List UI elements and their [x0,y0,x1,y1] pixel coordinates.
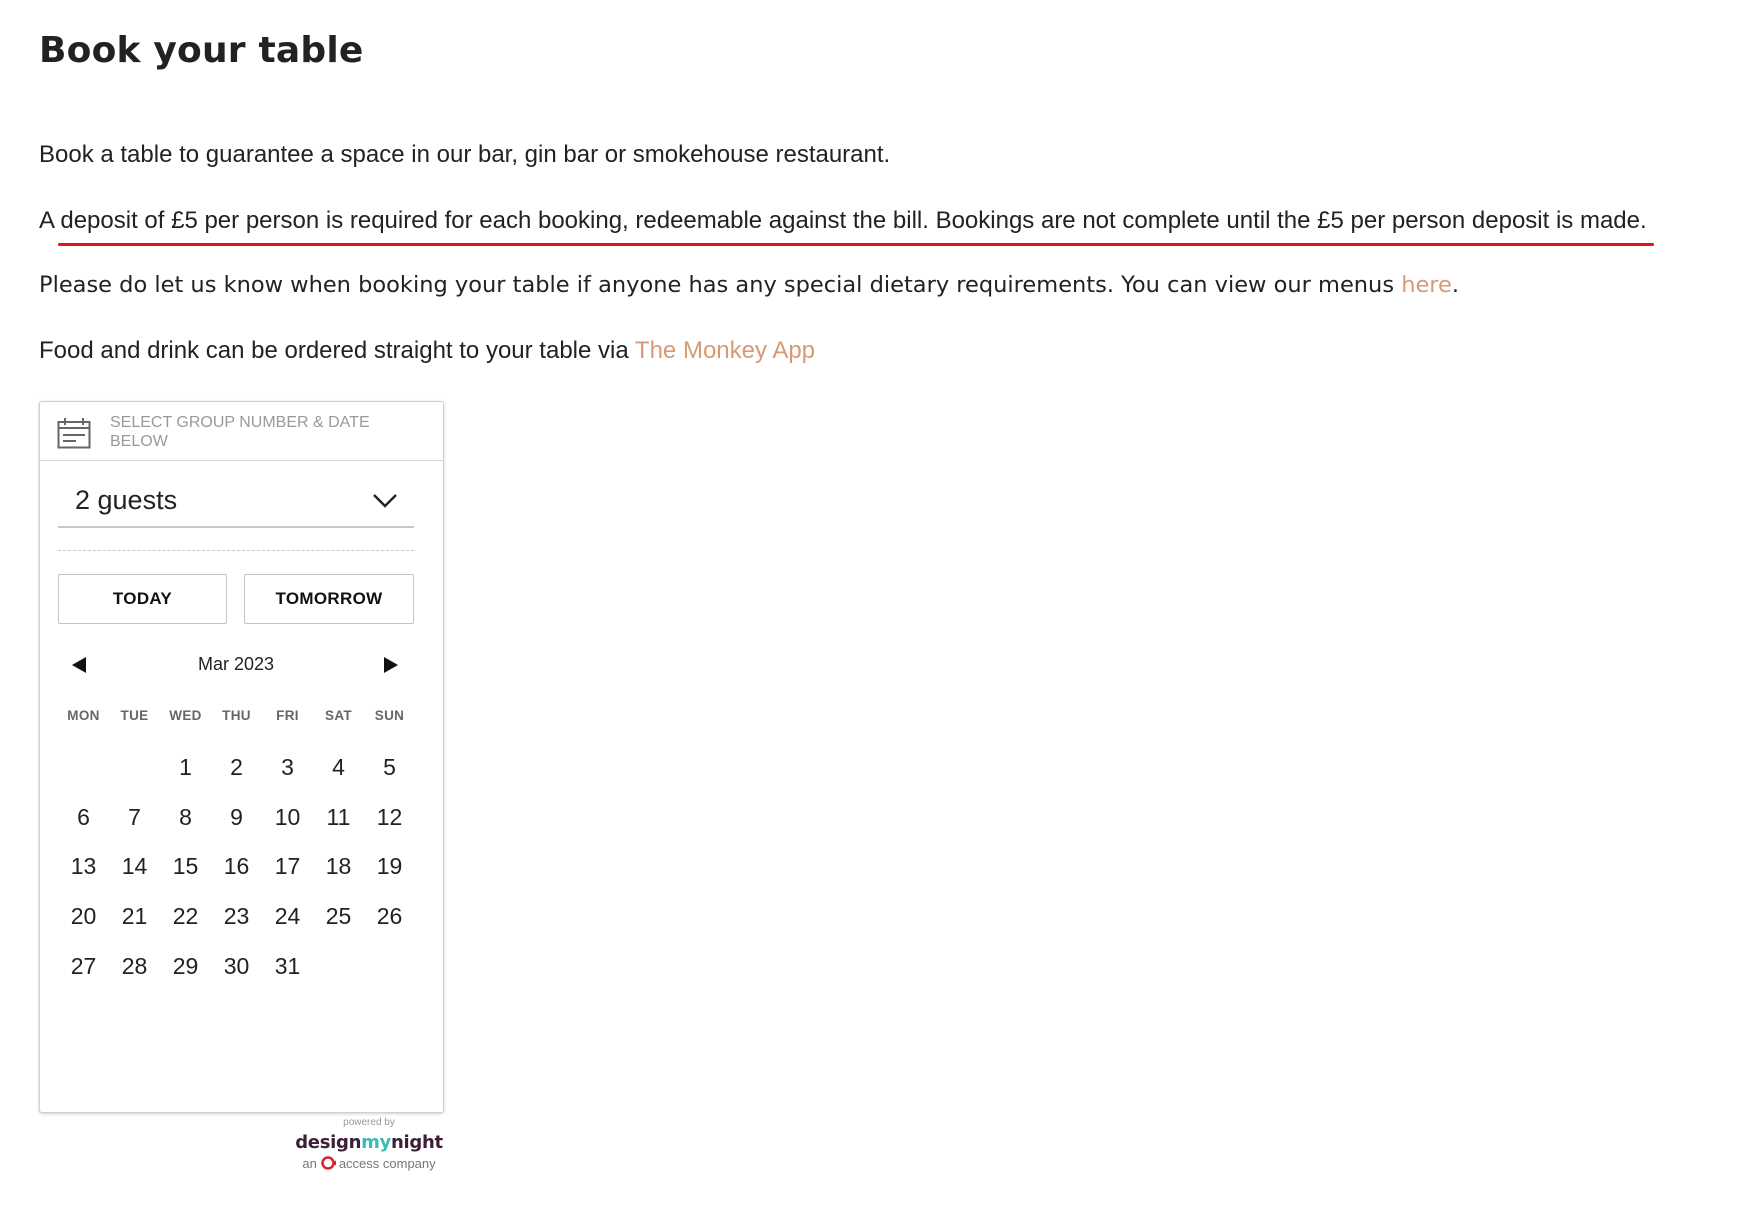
calendar-day[interactable]: 17 [274,853,301,880]
weekday-label: FRI [276,708,299,723]
dietary-paragraph [39,272,1459,298]
calendar-day[interactable]: 15 [172,853,199,880]
powered-by-text: powered by [343,1117,395,1128]
annotation-underline [58,243,1654,246]
weekday-label: MON [67,708,100,723]
calendar-day[interactable]: 29 [172,952,199,979]
calendar-day[interactable]: 4 [332,754,345,780]
calendar-blank [109,752,160,802]
calendar-day[interactable]: 1 [179,754,192,780]
calendar-day[interactable]: 31 [274,952,301,979]
access-prefix: an [302,1155,317,1171]
access-suffix: access company [338,1155,436,1171]
calendar-day[interactable]: 21 [121,903,148,930]
weekday-header [58,708,414,723]
page-title: Book your table [39,30,364,71]
calendar-day[interactable]: 8 [179,803,192,830]
weekday-label: TUE [120,708,149,723]
calendar-day[interactable]: 14 [121,853,148,880]
guests-value: 2 guests [75,485,178,515]
calendar-day[interactable]: 24 [274,903,301,930]
calendar-day[interactable]: 22 [172,903,199,930]
calendar-day[interactable]: 13 [70,853,97,880]
calendar-day[interactable]: 25 [325,903,352,930]
booking-widget [39,401,444,1113]
menus-link[interactable]: here [1401,272,1452,298]
access-logo-icon [320,1155,336,1171]
calendar-day[interactable]: 20 [70,903,97,930]
widget-header-text: SELECT GROUP NUMBER & DATE BELOW [110,414,370,450]
month-label: Mar 2023 [197,654,275,674]
calendar-days [58,752,415,1000]
intro-paragraph: Book a table to guarantee a space in our bar, gin bar or smokehouse restaurant. [39,141,891,168]
order-text: Food and drink can be ordered straight to your table via [39,337,635,364]
access-company-line [286,1155,452,1171]
guests-select[interactable] [58,474,414,528]
powered-by-footer [286,1117,452,1171]
tomorrow-button[interactable]: TOMORROW [244,574,414,624]
dietary-suffix: . [1451,272,1460,298]
calendar-day[interactable]: 26 [376,903,403,930]
weekday-label: THU [222,708,251,723]
today-button[interactable]: TODAY [58,574,227,624]
calendar-day[interactable]: 12 [376,803,403,830]
calendar-day[interactable]: 6 [77,803,90,830]
calendar-icon [57,417,91,449]
widget-header [40,402,443,461]
divider [58,550,414,551]
calendar-blank [58,752,109,802]
month-navigation [58,650,414,680]
calendar-day[interactable]: 11 [326,803,351,830]
weekday-label: SAT [325,708,352,723]
calendar-day[interactable]: 30 [223,952,250,979]
calendar-day[interactable]: 16 [223,853,250,880]
chevron-down-icon [372,491,398,509]
deposit-paragraph: A deposit of £5 per person is required for each booking, redeemable against the bill. Bookings are not complete until the £5 per person deposit is made. [39,207,1647,234]
monkey-app-link[interactable]: The Monkey App [634,337,816,364]
calendar-day[interactable]: 9 [230,803,243,830]
calendar-day[interactable]: 10 [274,803,301,830]
logo-my: my [361,1132,391,1153]
calendar-day[interactable]: 18 [325,853,352,880]
weekday-label: WED [169,708,202,723]
designmynight-logo [286,1132,452,1153]
calendar-day[interactable]: 5 [383,754,396,780]
calendar-day[interactable]: 3 [281,754,294,780]
dietary-text: Please do let us know when booking your table if anyone has any special dietary requirements. You can view our menus [39,272,1402,298]
calendar-day[interactable]: 23 [223,903,250,930]
calendar-day[interactable]: 19 [376,853,403,880]
calendar-day[interactable]: 2 [230,754,243,780]
calendar-day[interactable]: 27 [70,952,97,979]
next-month-arrow-icon[interactable] [382,656,400,674]
logo-night: night [390,1132,443,1153]
calendar-day[interactable]: 7 [128,803,141,830]
logo-design: design [295,1132,362,1153]
weekday-label: SUN [374,708,405,723]
order-paragraph [39,337,815,365]
calendar-day[interactable]: 28 [121,952,148,979]
